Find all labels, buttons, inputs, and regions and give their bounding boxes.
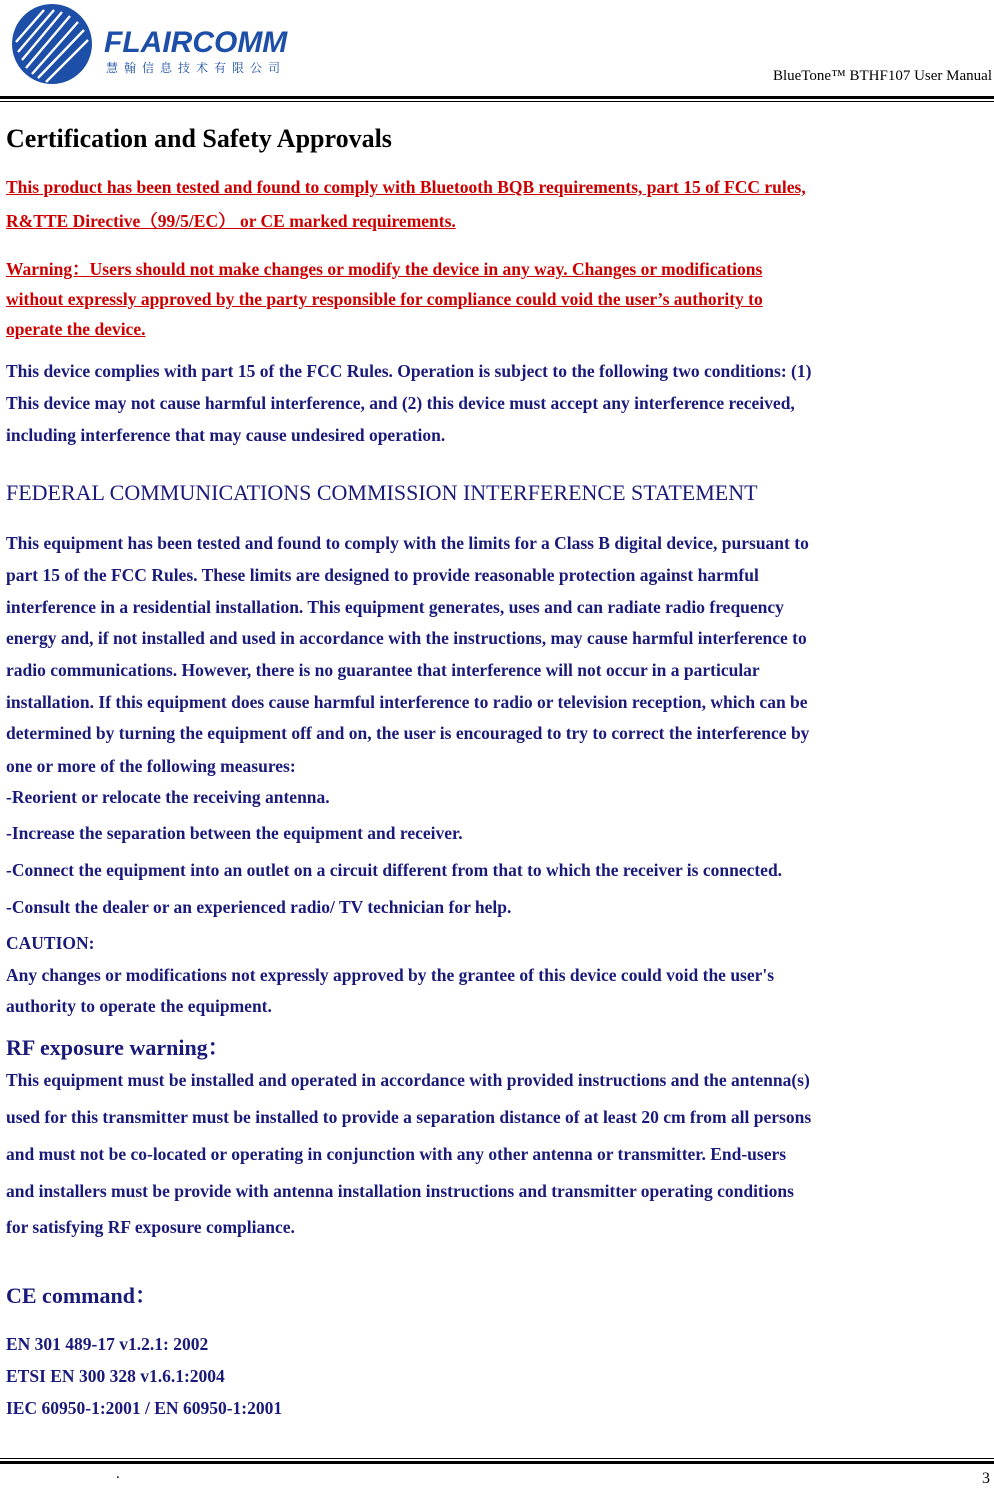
rf-line: and installers must be provide with antenna installation instructions and transmitter operating conditions	[6, 1181, 794, 1201]
footer-mark: .	[116, 1466, 120, 1482]
compliance-line: This product has been tested and found to comply with Bluetooth BQB requirements, part 15 of FCC rules,	[6, 177, 806, 197]
ce-heading: CE command：	[6, 1283, 157, 1308]
ce-standard: IEC 60950-1:2001 / EN 60950-1:2001	[6, 1398, 283, 1418]
caution-line: Any changes or modifications not expressly approved by the grantee of this device could void the user's	[6, 965, 775, 985]
measure-item: -Connect the equipment into an outlet on a circuit different from that to which the receiver is connected.	[6, 860, 783, 880]
rf-line: for satisfying RF exposure compliance.	[6, 1217, 295, 1237]
warning-line: without expressly approved by the party responsible for compliance could void the user’s authority to	[6, 289, 763, 309]
ce-standard: EN 301 489-17 v1.2.1: 2002	[6, 1334, 209, 1354]
fcc-statement-line: radio communications. However, there is no guarantee that interference will not occur in a particular	[6, 660, 760, 680]
footer-rule-thin	[0, 1458, 994, 1459]
fcc-statement-line: determined by turning the equipment off and on, the user is encouraged to try to correct the interference by	[6, 723, 810, 743]
fcc-part15-line: This device complies with part 15 of the FCC Rules. Operation is subject to the following two conditions: (1)	[6, 361, 812, 381]
logo-subtitle: 慧翰信息技术有限公司	[106, 61, 287, 75]
fcc-statement-line: part 15 of the FCC Rules. These limits are designed to provide reasonable protection against harmful	[6, 565, 759, 585]
ce-standard: ETSI EN 300 328 v1.6.1:2004	[6, 1366, 225, 1386]
warning-line: Warning：Users should not make changes or modify the device in any way. Changes or modifications	[6, 259, 763, 279]
fcc-statement-line: one or more of the following measures:	[6, 756, 296, 776]
measure-item: -Increase the separation between the equipment and receiver.	[6, 823, 463, 843]
fcc-part15-line: including interference that may cause undesired operation.	[6, 425, 446, 445]
caution-label: CAUTION:	[6, 933, 95, 953]
header-rule	[0, 96, 994, 99]
company-logo	[8, 2, 308, 92]
warning-line: operate the device.	[6, 319, 146, 339]
page-title: Certification and Safety Approvals	[6, 124, 392, 153]
document-title: BlueTone™ BTHF107 User Manual	[772, 68, 992, 84]
fcc-statement-line: energy and, if not installed and used in accordance with the instructions, may cause harmful interference to	[6, 628, 807, 648]
caution-line: authority to operate the equipment.	[6, 996, 272, 1016]
compliance-line: R&TTE Directive（99/5/EC） or CE marked requirements.	[6, 211, 456, 231]
measure-item: -Reorient or relocate the receiving antenna.	[6, 787, 330, 807]
fcc-statement-line: installation. If this equipment does cause harmful interference to radio or television reception, which can be	[6, 692, 808, 712]
measure-item: -Consult the dealer or an experienced radio/ TV technician for help.	[6, 897, 512, 917]
rf-line: and must not be co-located or operating in conjunction with any other antenna or transmitter. End-users	[6, 1144, 787, 1164]
rf-line: used for this transmitter must be installed to provide a separation distance of at least 20 cm from all persons	[6, 1107, 812, 1127]
header-rule-thin	[0, 101, 994, 102]
rf-heading: RF exposure warning：	[6, 1035, 230, 1060]
fcc-statement-line: interference in a residential installation. This equipment generates, uses and can radiate radio frequency	[6, 597, 784, 617]
logo-name: FLAIRCOMM	[104, 26, 288, 59]
fcc-part15-line: This device may not cause harmful interference, and (2) this device must accept any interference received,	[6, 393, 795, 413]
page-number: 3	[982, 1470, 990, 1487]
fcc-heading: FEDERAL COMMUNICATIONS COMMISSION INTERFERENCE STATEMENT	[6, 480, 758, 505]
logo-globe-icon	[12, 4, 92, 84]
rf-line: This equipment must be installed and operated in accordance with provided instructions and the antenna(s)	[6, 1070, 810, 1090]
footer-rule	[0, 1461, 994, 1464]
fcc-statement-line: This equipment has been tested and found to comply with the limits for a Class B digital device, pursuant to	[6, 533, 809, 553]
